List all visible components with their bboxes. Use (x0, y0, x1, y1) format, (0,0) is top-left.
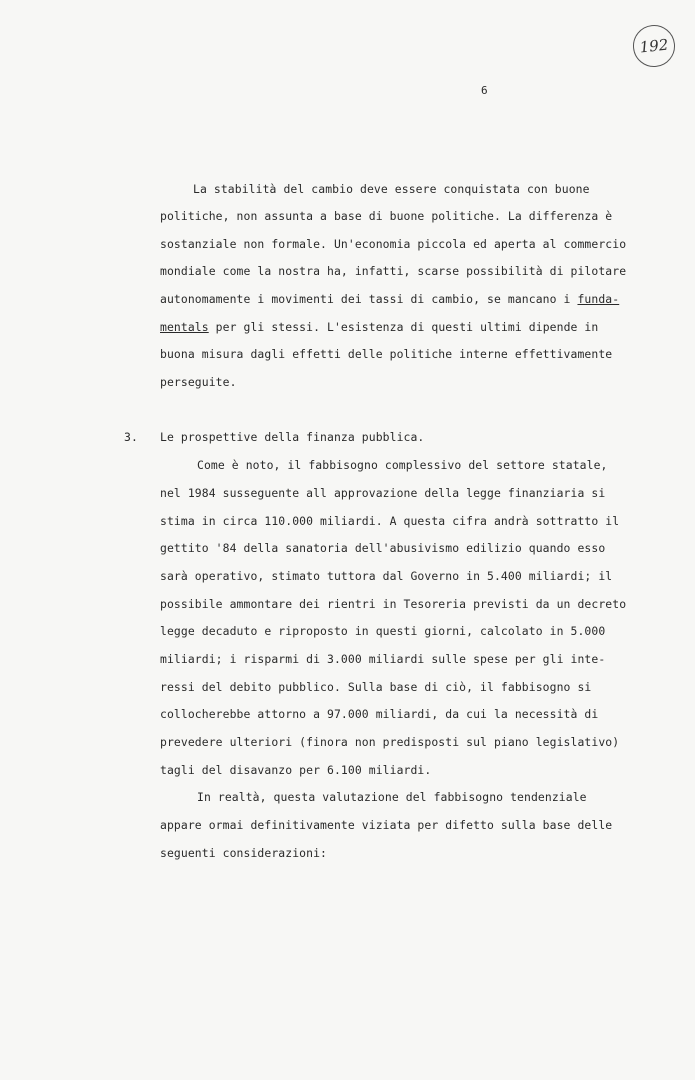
text-line: sostanziale non formale. Un'economia piccola ed aperta al commercio (160, 237, 627, 251)
text-line: legge decaduto e riproposto in questi giorni, calcolato in 5.000 (160, 624, 606, 638)
text-line: buona misura dagli effetti delle politiche interne effettivamente (160, 347, 613, 361)
text-line: La stabilità del cambio deve essere conquistata con buone (193, 182, 590, 196)
underlined-term: mentals (160, 320, 209, 334)
text-line (160, 292, 619, 306)
text-line: stima in circa 110.000 miliardi. A questa cifra andrà sottratto il (160, 514, 620, 528)
text-run: autonomamente i movimenti dei tassi di cambio, se mancano i (160, 292, 578, 306)
text-line: possibile ammontare dei rientri in Tesoreria previsti da un decreto (160, 597, 627, 611)
text-line: collocherebbe attorno a 97.000 miliardi, da cui la necessità di (160, 707, 599, 721)
text-line: prevedere ulteriori (finora non predisposti sul piano legislativo) (160, 735, 620, 749)
text-line: sarà operativo, stimato tuttora dal Governo in 5.400 miliardi; il (160, 569, 613, 583)
text-line: Come è noto, il fabbisogno complessivo del settore statale, (197, 458, 608, 472)
page-number: 6 (481, 84, 488, 97)
text-line: politiche, non assunta a base di buone politiche. La differenza è (160, 209, 613, 223)
archive-stamp: 192 (631, 23, 677, 69)
underlined-term: funda- (577, 292, 620, 306)
text-line: ressi del debito pubblico. Sulla base di ciò, il fabbisogno si (160, 680, 592, 694)
section-number: 3. (124, 430, 138, 444)
text-line: In realtà, questa valutazione del fabbisogno tendenziale (197, 790, 587, 804)
text-run: per gli stessi. L'esistenza di questi ultimi dipende in (208, 320, 599, 334)
text-line: miliardi; i risparmi di 3.000 miliardi sulle spese per gli inte- (160, 652, 606, 666)
section-title: Le prospettive della finanza pubblica. (160, 430, 425, 444)
text-line (160, 320, 598, 334)
text-line: tagli del disavanzo per 6.100 miliardi. (160, 763, 432, 777)
text-line: appare ormai definitivamente viziata per difetto sulla base delle (160, 818, 613, 832)
text-line: nel 1984 susseguente all approvazione della legge finanziaria si (160, 486, 606, 500)
text-line: seguenti considerazioni: (160, 846, 327, 860)
text-line: perseguite. (160, 375, 237, 389)
text-line: mondiale come la nostra ha, infatti, scarse possibilità di pilotare (160, 264, 627, 278)
text-line: gettito '84 della sanatoria dell'abusivismo edilizio quando esso (160, 541, 606, 555)
